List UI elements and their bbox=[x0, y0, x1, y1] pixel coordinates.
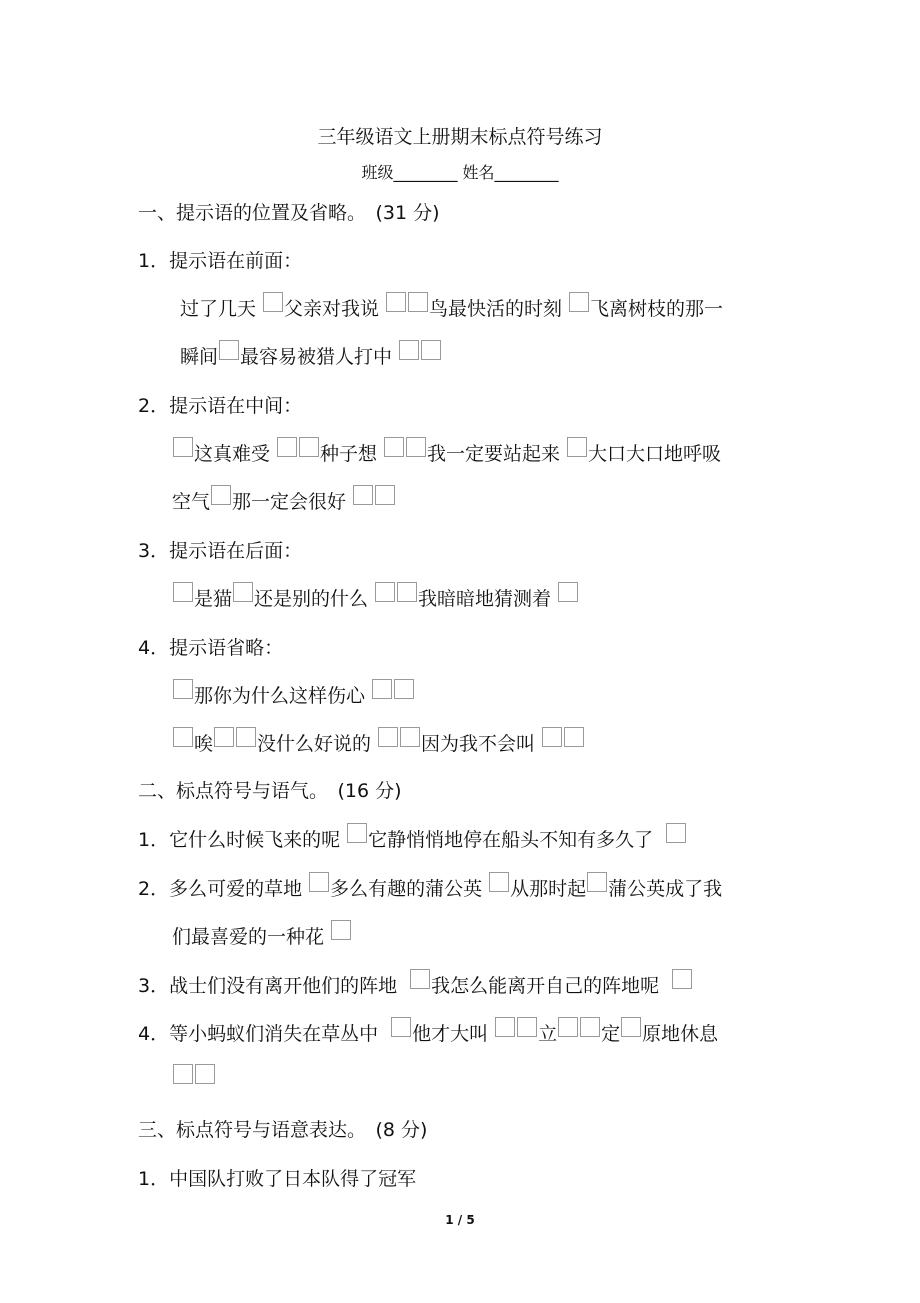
text-segment: 因为我不会叫 bbox=[421, 733, 536, 755]
section3-heading: 三、标点符号与语意表达。 (8 分) bbox=[138, 1119, 428, 1141]
text-segment: 2．多么可爱的草地 bbox=[138, 878, 303, 900]
text-segment: 定 bbox=[601, 1023, 621, 1045]
text-segment: 瞬间 bbox=[180, 346, 219, 368]
blank-box[interactable] bbox=[558, 1017, 578, 1037]
s2-q3 bbox=[138, 973, 693, 999]
blank-box[interactable] bbox=[587, 872, 607, 892]
blank-box[interactable] bbox=[375, 582, 395, 602]
blank-box[interactable] bbox=[421, 340, 441, 360]
text-segment: 空气 bbox=[172, 491, 211, 513]
blank-box[interactable] bbox=[378, 727, 398, 747]
blank-box[interactable] bbox=[347, 823, 367, 843]
blank-box[interactable] bbox=[489, 872, 509, 892]
blank-box[interactable] bbox=[621, 1017, 641, 1037]
s1-q1-label: 1．提示语在前面： bbox=[138, 250, 303, 272]
class-name-line: 班级________ 姓名________ bbox=[361, 163, 559, 182]
text-segment: 那一定会很好 bbox=[232, 491, 347, 513]
blank-box[interactable] bbox=[394, 679, 414, 699]
text-segment: 3．战士们没有离开他们的阵地 bbox=[138, 975, 398, 997]
s1-q2-line2 bbox=[172, 489, 396, 515]
blank-box[interactable] bbox=[410, 969, 430, 989]
blank-box[interactable] bbox=[236, 727, 256, 747]
blank-box[interactable] bbox=[277, 437, 297, 457]
blank-box[interactable] bbox=[263, 292, 283, 312]
text-segment: 最容易被猎人打中 bbox=[240, 346, 393, 368]
blank-box[interactable] bbox=[517, 1017, 537, 1037]
text-segment: 种子想 bbox=[320, 443, 378, 465]
blank-box[interactable] bbox=[219, 340, 239, 360]
s1-q3-line1 bbox=[172, 586, 579, 612]
text-segment: 1．它什么时候飞来的呢 bbox=[138, 829, 341, 851]
blank-box[interactable] bbox=[400, 727, 420, 747]
text-segment: 没什么好说的 bbox=[257, 733, 372, 755]
s1-q3-label: 3．提示语在后面： bbox=[138, 540, 303, 562]
blank-box[interactable] bbox=[195, 1064, 215, 1084]
blank-box[interactable] bbox=[173, 727, 193, 747]
blank-box[interactable] bbox=[173, 679, 193, 699]
text-segment: 4．等小蚂蚁们消失在草丛中 bbox=[138, 1023, 379, 1045]
section1-heading: 一、提示语的位置及省略。 (31 分) bbox=[138, 202, 440, 224]
blank-box[interactable] bbox=[299, 437, 319, 457]
text-segment: 那你为什么这样伤心 bbox=[194, 685, 366, 707]
s1-q4-line1 bbox=[172, 683, 415, 709]
blank-box[interactable] bbox=[542, 727, 562, 747]
text-segment: 从那时起 bbox=[510, 878, 587, 900]
blank-box[interactable] bbox=[580, 1017, 600, 1037]
text-segment: 原地休息 bbox=[642, 1023, 719, 1045]
blank-box[interactable] bbox=[564, 727, 584, 747]
blank-box[interactable] bbox=[173, 582, 193, 602]
section2-heading: 二、标点符号与语气。 (16 分) bbox=[138, 780, 402, 802]
blank-box[interactable] bbox=[397, 582, 417, 602]
blank-box[interactable] bbox=[666, 823, 686, 843]
blank-box[interactable] bbox=[375, 485, 395, 505]
blank-box[interactable] bbox=[406, 437, 426, 457]
blank-box[interactable] bbox=[211, 485, 231, 505]
page-title: 三年级语文上册期末标点符号练习 bbox=[317, 126, 603, 148]
text-segment: 我一定要站起来 bbox=[427, 443, 561, 465]
s2-q1 bbox=[138, 827, 687, 853]
blank-box[interactable] bbox=[353, 485, 373, 505]
blank-box[interactable] bbox=[567, 437, 587, 457]
text-segment: 还是别的什么 bbox=[254, 588, 369, 610]
text-segment: 蒲公英成了我 bbox=[608, 878, 723, 900]
s1-q1-line2 bbox=[180, 344, 442, 370]
s1-q1-line1 bbox=[180, 296, 723, 322]
blank-box[interactable] bbox=[233, 582, 253, 602]
text-segment: 是猫 bbox=[194, 588, 233, 610]
text-segment: 唉 bbox=[194, 733, 214, 755]
text-segment: 过了几天 bbox=[180, 298, 257, 320]
s2-q2-line1 bbox=[138, 876, 722, 902]
page-number: 1 / 5 bbox=[445, 1213, 475, 1227]
s2-q2-line2 bbox=[172, 924, 352, 950]
s2-q4 bbox=[138, 1021, 718, 1047]
blank-box[interactable] bbox=[495, 1017, 515, 1037]
text-segment: 这真难受 bbox=[194, 443, 271, 465]
blank-box[interactable] bbox=[173, 1064, 193, 1084]
blank-box[interactable] bbox=[309, 872, 329, 892]
blank-box[interactable] bbox=[331, 920, 351, 940]
text-segment: 鸟最快活的时刻 bbox=[429, 298, 563, 320]
text-segment: 它静悄悄地停在船头不知有多久了 bbox=[368, 829, 654, 851]
text-segment: 大口大口地呼吸 bbox=[588, 443, 722, 465]
s1-q4-line2 bbox=[172, 731, 585, 757]
blank-box[interactable] bbox=[399, 340, 419, 360]
text-segment: 他才大叫 bbox=[412, 1023, 489, 1045]
text-segment: 立 bbox=[538, 1023, 558, 1045]
blank-box[interactable] bbox=[408, 292, 428, 312]
blank-box[interactable] bbox=[384, 437, 404, 457]
text-segment: 我怎么能离开自己的阵地呢 bbox=[431, 975, 660, 997]
s3-q1: 1．中国队打败了日本队得了冠军 bbox=[138, 1168, 417, 1190]
s1-q2-line1 bbox=[172, 441, 721, 467]
s2-q4-line2 bbox=[172, 1066, 216, 1086]
text-segment: 父亲对我说 bbox=[284, 298, 380, 320]
blank-box[interactable] bbox=[386, 292, 406, 312]
text-segment: 飞离树枝的那一 bbox=[590, 298, 724, 320]
s1-q2-label: 2．提示语在中间： bbox=[138, 395, 303, 417]
blank-box[interactable] bbox=[372, 679, 392, 699]
blank-box[interactable] bbox=[214, 727, 234, 747]
text-segment: 我暗暗地猜测着 bbox=[418, 588, 552, 610]
blank-box[interactable] bbox=[672, 969, 692, 989]
text-segment: 多么有趣的蒲公英 bbox=[330, 878, 483, 900]
blank-box[interactable] bbox=[173, 437, 193, 457]
s1-q4-label: 4．提示语省略： bbox=[138, 637, 284, 659]
blank-box[interactable] bbox=[558, 582, 578, 602]
text-segment: 们最喜爱的一种花 bbox=[172, 926, 325, 948]
blank-box[interactable] bbox=[569, 292, 589, 312]
blank-box[interactable] bbox=[391, 1017, 411, 1037]
